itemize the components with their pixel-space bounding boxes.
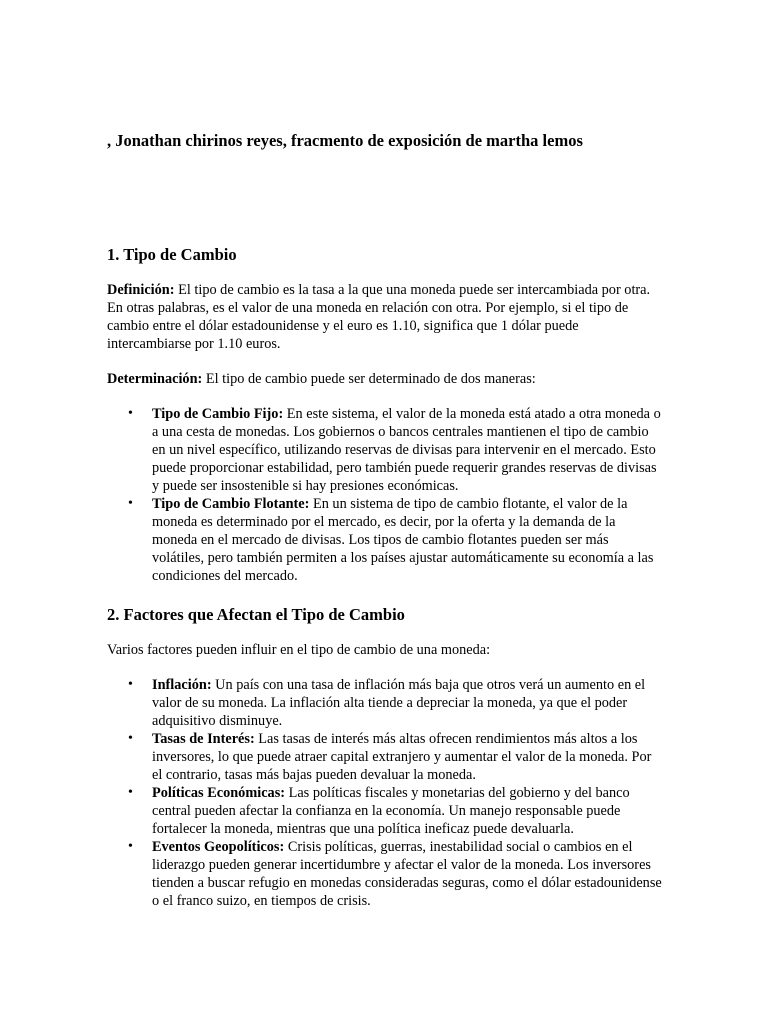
factors-list bbox=[107, 676, 663, 910]
section-factores bbox=[107, 604, 663, 926]
bullet-icon: • bbox=[128, 785, 133, 800]
definition-paragraph bbox=[107, 281, 663, 353]
list-item-text: Crisis políticas, guerras, inestabilidad social o cambios en el liderazgo pueden generar incertidumbre y afectar el valor de la moneda. Los inversores tienden a buscar refugio en monedas consideradas seguras, como el dólar estadounidense o el franco suizo, en tiempos de crisis. bbox=[152, 839, 662, 909]
list-item-text: En un sistema de tipo de cambio flotante, el valor de la moneda es determinado por el mercado, es decir, por la oferta y la demanda de la moneda en el mercado de divisas. Los tipos de cambio flotantes pueden ser más volátiles, pero también permiten a los países ajustar automáticamente su economía a las condiciones del mercado. bbox=[152, 496, 654, 584]
section-heading: 1. Tipo de Cambio bbox=[107, 245, 237, 264]
bullet-icon: • bbox=[128, 839, 133, 854]
list-item-geopolitical-events bbox=[128, 838, 663, 910]
section-tipo-de-cambio bbox=[107, 244, 663, 601]
determination-text: El tipo de cambio puede ser determinado de dos maneras: bbox=[202, 371, 536, 387]
list-item-text: En este sistema, el valor de la moneda está atado a otra moneda o a una cesta de monedas. Los gobiernos o bancos centrales mantienen el tipo de cambio en un nivel específico, utilizando reservas de divisas para intervenir en el mercado. Esto puede proporcionar estabilidad, pero también puede requerir grandes reservas de divisas y puede ser insostenible si hay presiones económicas. bbox=[152, 406, 661, 494]
definition-label: Definición: bbox=[107, 282, 175, 298]
list-item-economic-policies bbox=[128, 784, 663, 838]
list-item-label: Eventos Geopolíticos: bbox=[152, 839, 285, 855]
list-item-label: Políticas Económicas: bbox=[152, 785, 286, 801]
section-heading: 2. Factores que Afectan el Tipo de Cambio bbox=[107, 605, 405, 624]
list-item-fixed-rate bbox=[128, 405, 663, 495]
list-item-text: Las tasas de interés más altas ofrecen rendimientos más altos a los inversores, lo que puede atraer capital extranjero y aumentar el valor de la moneda. Por el contrario, tasas más bajas pueden devaluar la moneda. bbox=[152, 731, 652, 783]
document-author-line: , Jonathan chirinos reyes, fracmento de exposición de martha lemos bbox=[107, 131, 583, 150]
list-item-text: Un país con una tasa de inflación más baja que otros verá un aumento en el valor de su moneda. La inflación alta tiende a depreciar la moneda, ya que el poder adquisitivo disminuye. bbox=[152, 677, 646, 729]
bullet-icon: • bbox=[128, 496, 133, 511]
factors-intro: Varios factores pueden influir en el tipo de cambio de una moneda: bbox=[107, 642, 491, 658]
bullet-icon: • bbox=[128, 677, 133, 692]
list-item-label: Tasas de Interés: bbox=[152, 731, 255, 747]
list-item-label: Inflación: bbox=[152, 677, 212, 693]
determination-paragraph bbox=[107, 370, 663, 388]
list-item-text: Las políticas fiscales y monetarias del gobierno y del banco central pueden afectar la confianza en la economía. Un manejo responsable puede fortalecer la moneda, mientras que una política ineficaz puede devaluarla. bbox=[152, 785, 630, 837]
bullet-icon: • bbox=[128, 406, 133, 421]
list-item-interest-rates bbox=[128, 730, 663, 784]
determination-label: Determinación: bbox=[107, 371, 203, 387]
list-item-label: Tipo de Cambio Flotante: bbox=[152, 496, 310, 512]
list-item-label: Tipo de Cambio Fijo: bbox=[152, 406, 284, 422]
definition-text: El tipo de cambio es la tasa a la que una moneda puede ser intercambiada por otra. En otras palabras, es el valor de una moneda en relación con otra. Por ejemplo, si el tipo de cambio entre el dólar estadounidense y el euro es 1.10, significa que 1 dólar puede intercambiarse por 1.10 euros. bbox=[107, 282, 651, 352]
bullet-icon: • bbox=[128, 731, 133, 746]
list-item-floating-rate bbox=[128, 495, 663, 585]
exchange-types-list bbox=[107, 405, 663, 585]
list-item-inflation bbox=[128, 676, 663, 730]
